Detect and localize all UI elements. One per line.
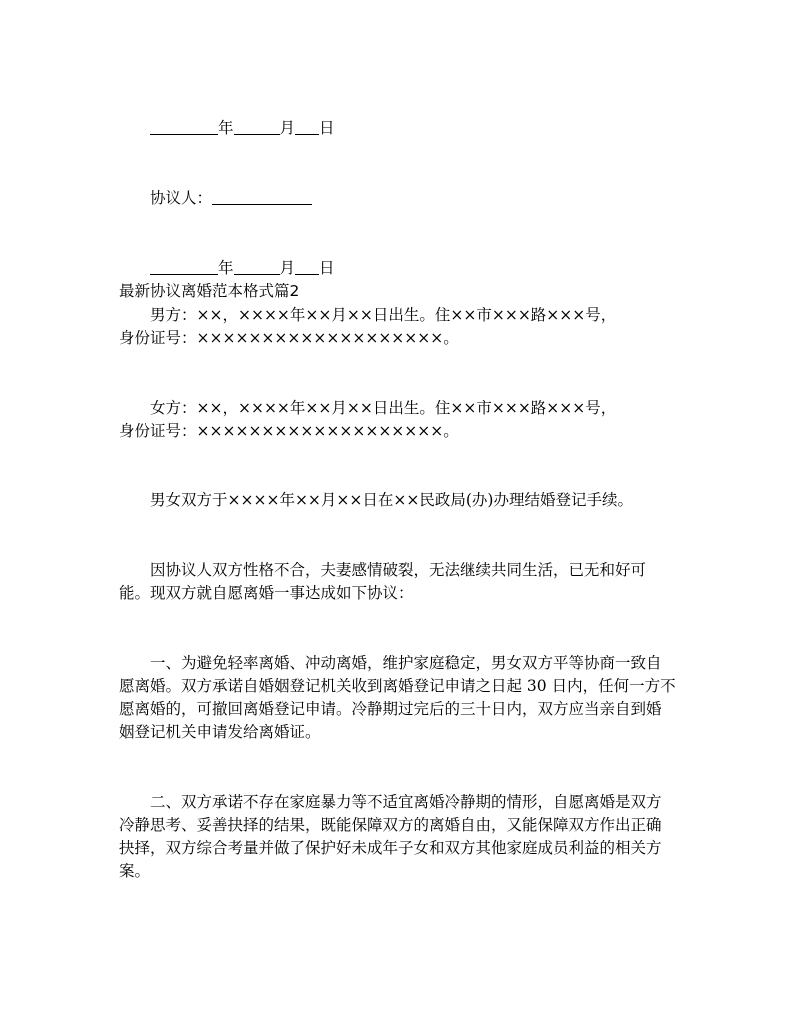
clause-1-line-4: 姻登记机关申请发给离婚证。 — [119, 723, 321, 741]
year-label: 年 — [218, 259, 234, 277]
month-blank — [234, 119, 280, 135]
male-info-line-1: 男方：××，××××年××月××日出生。住××市×××路×××号， — [150, 306, 617, 324]
section-title: 最新协议离婚范本格式篇2 — [119, 282, 300, 300]
signer-blank — [212, 189, 312, 205]
clause-2-line-3: 抉择，双方综合考量并做了保护好未成年子女和双方其他家庭成员利益的相关方 — [119, 839, 662, 857]
clause-1-line-1: 一、为避免轻率离婚、冲动离婚，维护家庭稳定，男女双方平等协商一致自 — [150, 654, 662, 672]
clause-2-line-4: 案。 — [119, 862, 151, 880]
reason-line-2: 能。现双方就自愿离婚一事达成如下协议： — [119, 584, 414, 602]
reason-line-1: 因协议人双方性格不合，夫妻感情破裂，无法继续共同生活，已无和好可 — [150, 561, 647, 579]
date-line-1 — [150, 118, 335, 138]
female-info-line-1: 女方：××，××××年××月××日出生。住××市×××路×××号， — [150, 399, 617, 417]
day-blank — [295, 259, 319, 275]
day-blank — [295, 119, 319, 135]
marriage-registration: 男女双方于××××年××月××日在××民政局(办)办理结婚登记手续。 — [150, 491, 633, 509]
year-blank — [150, 119, 218, 135]
clause-1-line-2: 愿离婚。双方承诺自婚姻登记机关收到离婚登记申请之日起 30 日内，任何一方不 — [119, 677, 676, 695]
day-label: 日 — [319, 119, 335, 137]
female-info-line-2: 身份证号：×××××××××××××××××××。 — [119, 422, 459, 440]
clause-2-line-2: 冷静思考、妥善抉择的结果，既能保障双方的离婚自由，又能保障双方作出正确 — [119, 816, 662, 834]
signer-label: 协议人： — [150, 189, 213, 207]
month-label: 月 — [279, 119, 296, 137]
year-label: 年 — [218, 119, 234, 137]
male-info-line-2: 身份证号：×××××××××××××××××××。 — [119, 329, 459, 347]
month-label: 月 — [279, 259, 296, 277]
date-line-2 — [150, 258, 335, 278]
month-blank — [234, 259, 280, 275]
signer-line — [150, 188, 312, 208]
clause-1-line-3: 愿离婚的，可撤回离婚登记申请。冷静期过完后的三十日内，双方应当亲自到婚 — [119, 700, 662, 718]
day-label: 日 — [319, 259, 335, 277]
clause-2-line-1: 二、双方承诺不存在家庭暴力等不适宜离婚冷静期的情形，自愿离婚是双方 — [150, 793, 662, 811]
year-blank — [150, 259, 218, 275]
